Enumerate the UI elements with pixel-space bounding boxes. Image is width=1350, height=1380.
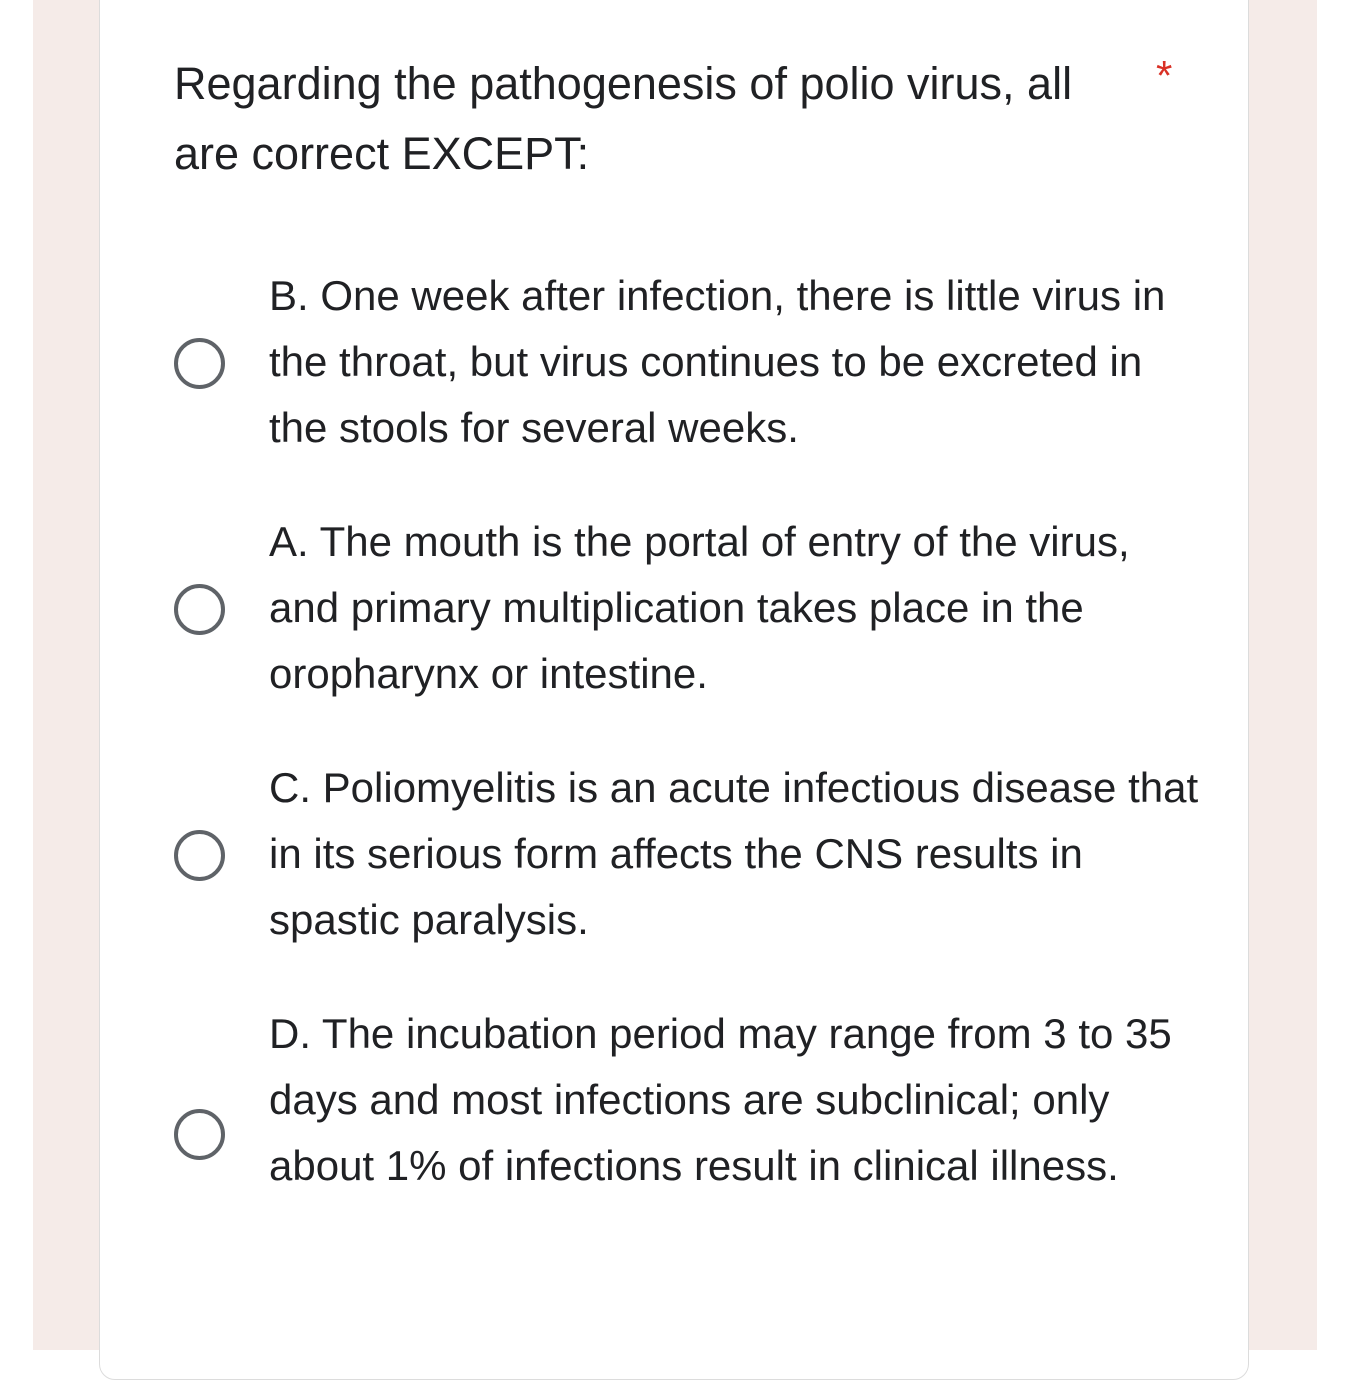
option-a[interactable] — [100, 509, 1250, 709]
option-label: D. The incubation period may range from 3 to 35 days and most infections are subclinical; only about 1% of infections result in clinical illness. — [269, 1010, 1172, 1189]
question-card — [99, 0, 1249, 1380]
radio-button-icon[interactable] — [174, 338, 225, 389]
option-label: A. The mouth is the portal of entry of the virus, and primary multiplication takes place in the oropharynx or intestine. — [269, 518, 1130, 697]
radio-button-icon[interactable] — [174, 584, 225, 635]
question-title: Regarding the pathogenesis of polio virus, all are correct EXCEPT: — [174, 58, 1073, 179]
option-label: C. Poliomyelitis is an acute infectious disease that in its serious form affects the CNS results in spastic paralysis. — [269, 764, 1199, 943]
required-asterisk: * — [1156, 52, 1173, 99]
form-background — [33, 0, 1317, 1350]
radio-button-icon[interactable] — [174, 830, 225, 881]
option-b[interactable] — [100, 263, 1250, 463]
radio-button-icon[interactable] — [174, 1109, 225, 1160]
option-label: B. One week after infection, there is little virus in the throat, but virus continues to be excreted in the stools for several weeks. — [269, 272, 1166, 451]
option-d[interactable] — [100, 1001, 1250, 1271]
option-c[interactable] — [100, 755, 1250, 955]
